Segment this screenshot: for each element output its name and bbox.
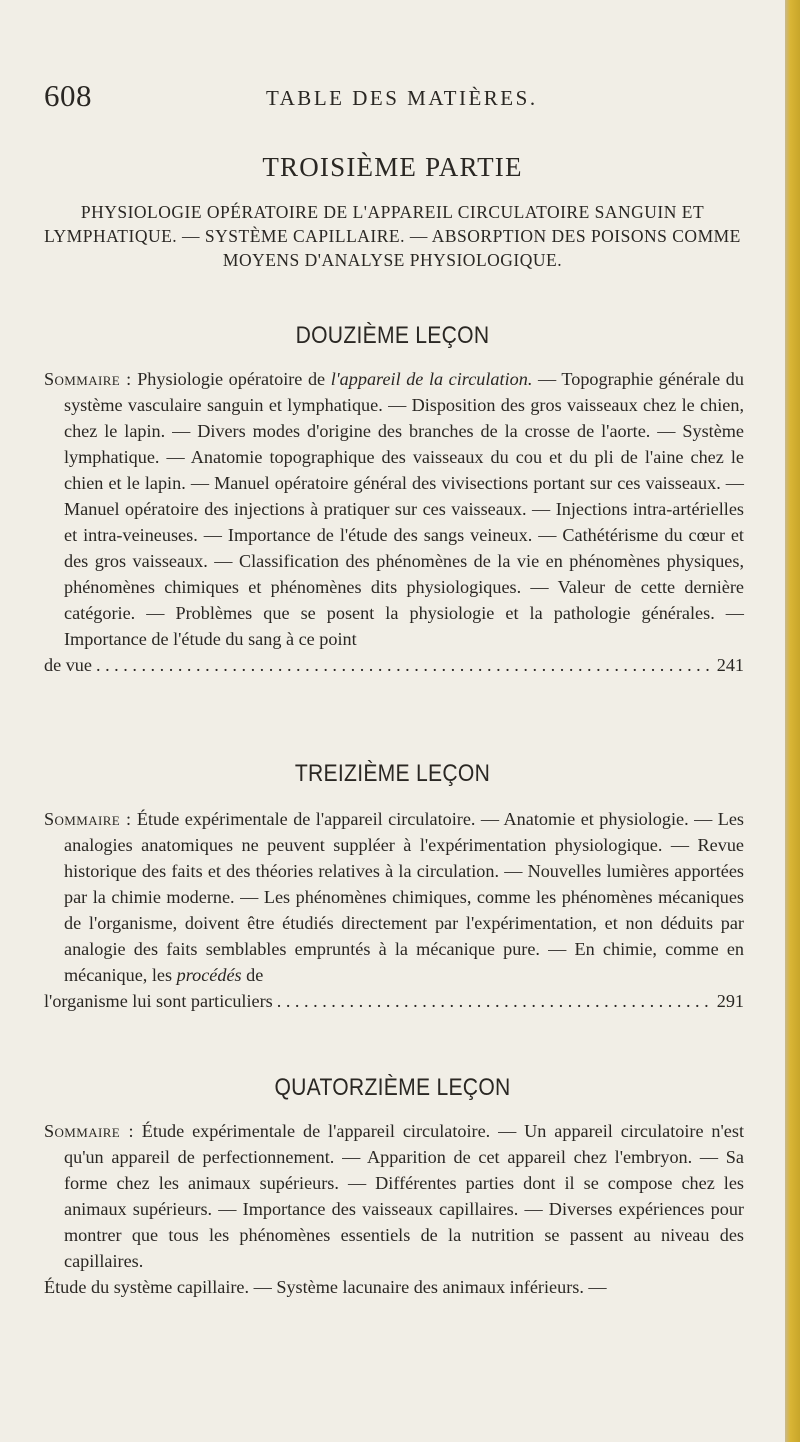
running-title: TABLE DES MATIÈRES. xyxy=(266,86,538,110)
leader-dots xyxy=(277,988,713,1014)
toc-entry-line xyxy=(44,988,744,1014)
summary-emphasis: l'appareil de la circulation. xyxy=(330,369,533,389)
page-number: 608 xyxy=(44,78,92,113)
summary-lead: Sommaire : xyxy=(44,1121,134,1141)
binding-edge xyxy=(785,0,800,1442)
leader-dots xyxy=(96,652,713,678)
page-header xyxy=(44,78,744,128)
lesson-summary-quatorzieme xyxy=(44,1118,744,1300)
summary-lead: Sommaire : xyxy=(44,369,132,389)
summary-text-continued: — Topographie générale du système vasculaire sanguin et lymphatique. — Disposition des gros vaisseaux chez le chien, chez le lapin. — Divers modes d'origine des branches de la crosse de l'aorte. — Système lymphatique. — Anatomie topographique des vaisseaux du cou et du pli de l'aine chez le chien et le lapin. — Manuel opératoire général des vivisections portant sur ces vaisseaux. — Manuel opératoire des injections à pratiquer sur ces vaisseaux. — Injections intra-artérielles et intra-veineuses. — Importance de l'étude des sangs veineux. — Cathétérisme du cœur et des gros vaisseaux. — Classification des phénomènes de la vie en phénomènes physiques, phénomènes chimiques et phénomènes dits physiologiques. — Valeur de cette dernière catégorie. — Problèmes que se posent la physiologie et la pathologie générales. — Importance de l'étude du sang à ce point xyxy=(64,369,744,649)
summary-text: Étude expérimentale de l'appareil circulatoire. — Un appareil circulatoire n'est qu'un appareil de perfectionnement. — Apparition de cet appareil chez l'embryon. — Sa forme chez les animaux supérieurs. — Différentes parties dont il se compose chez les animaux supérieurs. — Importance des vaisseaux capillaires. — Diverses expériences pour montrer que tous les phénomènes essentiels de la nutrition se passent au niveau des capillaires. xyxy=(64,1121,745,1271)
toc-entry-line xyxy=(44,652,744,678)
summary-lead: Sommaire : xyxy=(44,809,132,829)
summary-text: Étude expérimentale de l'appareil circulatoire. — Anatomie et physiologie. — Les analogies anatomiques ne peuvent suppléer à l'expérimentation physiologique. — Revue historique des faits et des théories relatives à la circulation. — Nouvelles lumières apportées par la chimie moderne. — Les phénomènes chimiques, comme les phénomènes mécaniques de l'organisme, doivent être étudiés directement par l'expérimentation, et non déduits par analogie des faits semblables empruntés à la mécanique pure. — En chimie, comme en mécanique, les xyxy=(64,809,744,985)
lesson-summary-treizieme xyxy=(44,806,744,1014)
toc-entry-last-words: l'organisme lui sont particuliers xyxy=(44,991,273,1011)
summary-text: Physiologie opératoire de xyxy=(137,369,331,389)
part-subtitle: PHYSIOLOGIE OPÉRATOIRE DE L'APPAREIL CIRCULATOIRE SANGUIN ET LYMPHATIQUE. — SYSTÈME CAPILLAIRE. — ABSORPTION DES POISONS COMME MOYENS D'ANALYSE PHYSIOLOGIQUE. xyxy=(44,202,741,270)
lesson-title-quatorzieme: QUATORZIÈME LEÇON xyxy=(274,1074,511,1101)
lesson-title-douzieme: DOUZIÈME LEÇON xyxy=(295,322,490,349)
toc-page-number: 291 xyxy=(716,991,744,1011)
lesson-title-treizieme: TREIZIÈME LEÇON xyxy=(294,760,491,787)
toc-page-number: 241 xyxy=(716,655,744,675)
toc-entry-last-words: de vue xyxy=(44,655,92,675)
lesson-summary-douzieme xyxy=(44,366,744,678)
summary-emphasis: procédés xyxy=(176,965,242,985)
part-title: TROISIÈME PARTIE xyxy=(262,152,523,182)
summary-continuation: Étude du système capillaire. — Système lacunaire des animaux inférieurs. — xyxy=(44,1277,607,1297)
summary-text-continued: de xyxy=(241,965,264,985)
